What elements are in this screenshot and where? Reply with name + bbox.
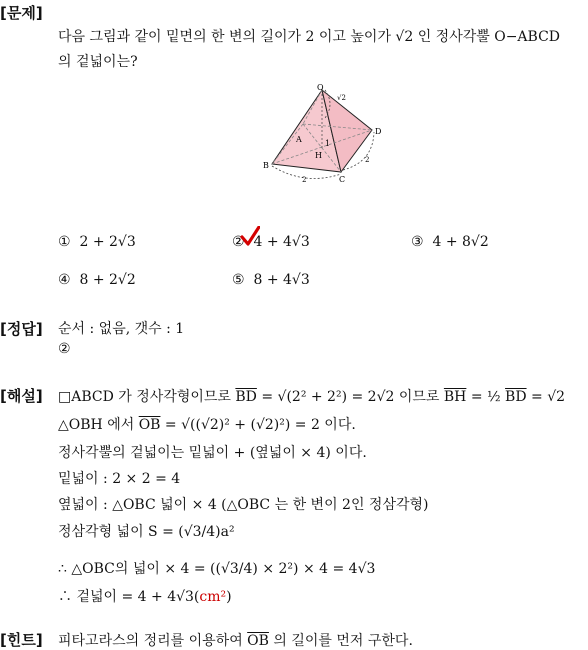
answer-tag: [정답]	[0, 320, 43, 338]
solution-line8-a: ∴ 겉넓이 = 4 + 4√3(	[58, 589, 200, 605]
solution-line1-a: □ABCD 가 정사각형이므로	[58, 389, 231, 405]
solution-tag: [해설]	[0, 387, 43, 405]
choice-1-number: ①	[58, 234, 71, 250]
label-c: C	[339, 175, 346, 184]
pyramid-figure	[255, 82, 395, 187]
hint-text-c: 의 길이를 먼저 구한다.	[273, 633, 413, 649]
label-side-bc: 2	[302, 176, 307, 184]
choice-2-text: 4 + 4√3	[253, 234, 310, 250]
problem-text-line1: 다음 그림과 같이 밑면의 한 변의 길이가 2 이고 높이가 √2 인 정사각뿔 O−ABCD	[58, 29, 561, 45]
choice-3-number: ③	[411, 234, 424, 250]
problem-tag: [문제]	[0, 4, 43, 22]
segment-bh: $\overline{BH}$	[443, 389, 467, 405]
solution-line2	[58, 414, 356, 434]
choice-4-text: 8 + 2√2	[79, 272, 136, 288]
choice-5-number: ⑤	[232, 272, 245, 288]
choice-3-text: 4 + 8√2	[432, 234, 489, 250]
choice-5[interactable]	[232, 272, 310, 288]
solution-line3: 정사각뿔의 겉넓이는 밑넓이 + (옆넓이 × 4) 이다.	[58, 445, 367, 461]
label-height: √2	[337, 94, 346, 102]
choice-4[interactable]	[58, 272, 136, 288]
solution-line8-c: )	[226, 589, 232, 605]
checkmark-icon	[240, 226, 260, 246]
unit-cm2: cm²	[199, 589, 227, 605]
answer-meta: 순서 : 없음, 갯수 : 1	[58, 321, 185, 337]
choice-4-number: ④	[58, 272, 71, 288]
label-o: O	[317, 83, 324, 92]
solution-line1-e: = ½	[470, 389, 501, 405]
hint-text	[58, 630, 413, 650]
solution-line7: ∴ △OBC의 넓이 × 4 = ((√3/4) × 2²) × 4 = 4√3	[58, 561, 376, 577]
solution-line8	[58, 586, 232, 606]
segment-bd-2: $\overline{BD}$	[505, 389, 527, 405]
solution-line4: 밑넓이 : 2 × 2 = 4	[58, 471, 181, 487]
choice-5-text: 8 + 4√3	[253, 272, 310, 288]
segment-ob: $\overline{OB}$	[138, 417, 161, 433]
solution-line2-a: △OBH 에서	[58, 417, 135, 433]
solution-line1-g: = √2	[531, 389, 566, 405]
segment-bd: $\overline{BD}$	[235, 389, 257, 405]
choice-3[interactable]	[411, 234, 489, 250]
label-a: A	[296, 135, 302, 144]
answer-value: ②	[58, 341, 71, 357]
choice-2-number: ②	[232, 234, 245, 250]
label-side-cd: 2	[365, 156, 370, 164]
solution-line1-c: = √(2² + 2²) = 2√2 이므로	[261, 389, 440, 405]
label-h: H	[315, 151, 322, 160]
label-slant: 1	[325, 139, 331, 148]
solution-line5: 옆넓이 : △OBC 넓이 × 4 (△OBC 는 한 변이 2인 정삼각형)	[58, 497, 429, 513]
hint-text-a: 피타고라스의 정리를 이용하여	[58, 633, 243, 649]
label-b: B	[263, 161, 269, 170]
hint-tag: [힌트]	[0, 631, 43, 649]
choice-1-text: 2 + 2√3	[79, 234, 136, 250]
solution-line6: 정삼각형 넓이 S = (√3/4)a²	[58, 524, 235, 540]
choice-1[interactable]	[58, 234, 136, 250]
problem-text-line2: 의 겉넓이는?	[58, 54, 138, 70]
solution-line1	[58, 386, 565, 406]
solution-line2-c: = √((√2)² + (√2)²) = 2 이다.	[164, 417, 356, 433]
segment-ob-hint: $\overline{OB}$	[247, 633, 269, 649]
label-d: D	[375, 127, 382, 136]
